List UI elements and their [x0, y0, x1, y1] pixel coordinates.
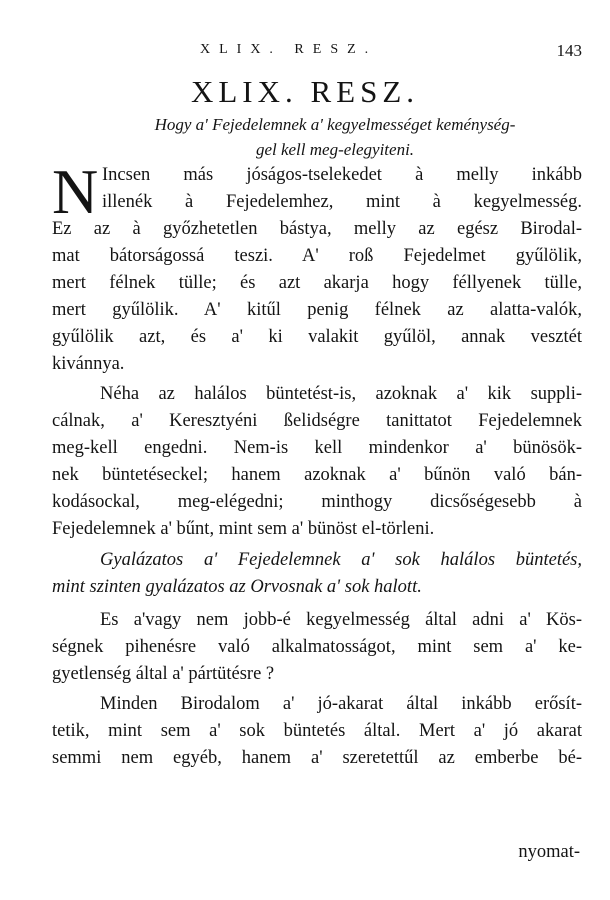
text-line: Néha az halálos büntetést-is, azoknak a' kik suppli- — [100, 384, 582, 404]
text-line: mert félnek tülle; és azt akarja hogy féllyenek tülle, — [52, 273, 582, 293]
text-line: kodásockal, meg-elégedni; minthogy dicsőségesebb à — [52, 492, 582, 512]
drop-cap: N — [52, 156, 99, 227]
text-line: illenék à Fejedelemhez, mint à kegyelmesség. — [102, 192, 582, 212]
text-line: Fejedelemnek a' bűnt, mint sem a' bünöst el-törleni. — [52, 519, 435, 539]
text-line: semmi nem egyéb, hanem a' szeretettűl az emberbe bé- — [52, 748, 582, 768]
text-line: nek büntetéseckel; hanem azoknak a' bűnön való bán- — [52, 465, 582, 485]
page-number: 143 — [556, 41, 582, 60]
italic-maxim-line: mint szinten gyalázatos az Orvosnak a' sok halott. — [52, 577, 422, 597]
text-line: meg-kell engedni. Nem-is kell mindenkor a' bünösök- — [52, 438, 582, 458]
text-line: tetik, mint sem a' sok büntetés által. Mert a' jó akarat — [52, 721, 582, 741]
text-line: gyetlenség által a' pártütésre ? — [52, 664, 275, 684]
text-line: kivánnya. — [52, 354, 125, 374]
italic-maxim-line: Gyalázatos a' Fejedelemnek a' sok halálos büntetés, — [100, 550, 582, 570]
text-line: cálnak, a' Keresztyéni ßelidségre tanittatot Fejedelemnek — [52, 411, 582, 431]
text-line: mat bátorságossá teszi. A' roß Fejedelmet gyűlölik, — [52, 246, 582, 266]
text-line: Incsen más jóságos-tselekedet à melly inkább — [102, 165, 582, 185]
chapter-title: XLIX. RESZ. — [190, 74, 420, 109]
chapter-subtitle-line: Hogy a' Fejedelemnek a' kegyelmességet keménység- — [154, 115, 516, 134]
catchword: nyomat- — [518, 842, 580, 862]
text-line: mert gyűlölik. A' kitűl penig félnek az alatta-valók, — [52, 300, 582, 320]
text-line: Minden Birodalom a' jó-akarat által inkább erősít- — [100, 694, 582, 714]
text-line: Es a'vagy nem jobb-é kegyelmesség által adni a' Kös- — [100, 610, 582, 630]
chapter-subtitle-line: gel kell meg-elegyiteni. — [255, 140, 415, 159]
text-line: ségnek pihenésre való alkalmatosságot, mint sem a' ke- — [52, 637, 582, 657]
running-head: XLIX. RESZ. — [200, 42, 378, 57]
text-line: Ez az à győzhetetlen bástya, melly az egész Birodal- — [52, 219, 582, 239]
text-line: gyűlölik azt, és a' ki valakit gyűlöl, annak vesztét — [52, 327, 582, 347]
